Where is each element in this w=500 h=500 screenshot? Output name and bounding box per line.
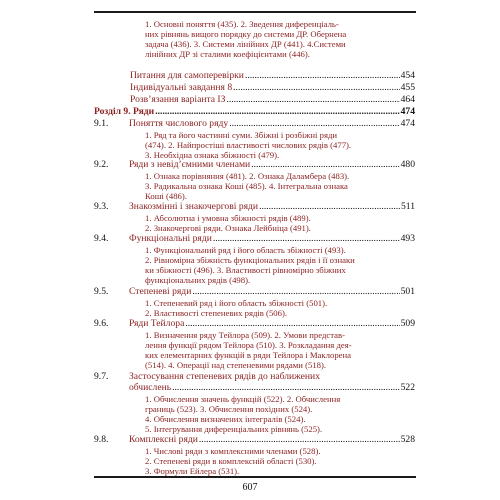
entry-number: 9.7. [94, 371, 109, 382]
entry-number: 9.1. [94, 118, 109, 129]
subtopic-line: 1. Абсолютна і умовна збіжності рядів (489). [145, 213, 311, 223]
subtopic-line: 2. Знакочергові ряди. Ознака Лейбніца (491). [145, 223, 311, 233]
subtopic-line: 1. Ряд та його частинні суми. Збіжні і розбіжні ряди [145, 130, 338, 140]
leader-dots [251, 159, 399, 170]
leader-dots [259, 201, 400, 212]
entry-title: Функціональні ряди [129, 233, 212, 244]
entry-title: Ряди Тейлора [129, 318, 185, 329]
toc-entry-9-2[interactable] [94, 159, 415, 170]
section-page: 474 [400, 106, 415, 117]
subtopic-line: Коші (486). [145, 191, 187, 201]
entry-page: 501 [400, 286, 415, 297]
entry-title: Питання для самоперевірки [130, 70, 244, 81]
toc-entry-9-8[interactable] [94, 434, 415, 445]
subtopic-line: 1. Обчислення значень функцій (522). 2. Обчислення [145, 394, 341, 404]
subtopic-line: 3. Радикальна ознака Коші (485). 4. Інтегральна ознака [145, 181, 348, 191]
toc-entry-9-3[interactable] [94, 201, 415, 212]
leader-dots [172, 382, 400, 393]
entry-title: Комплексні ряди [129, 434, 198, 445]
toc-entry-individual-tasks[interactable] [130, 82, 415, 93]
subtopic-line: 2. Рівномірна збіжність функціональних рядів і її ознаки [145, 255, 355, 265]
intro-line: 1. Основні поняття (435). 2. Зведення диференціаль- [145, 19, 339, 29]
entry-number: 9.5. [94, 286, 109, 297]
bottom-rule [94, 476, 416, 478]
entry-page: 511 [400, 201, 415, 212]
section-title: Розділ 9. Ряди [94, 106, 155, 117]
entry-number: 9.8. [94, 434, 109, 445]
entry-number: 9.3. [94, 201, 109, 212]
leader-dots [233, 82, 399, 93]
leader-dots [229, 118, 399, 129]
subtopic-line: 3. Формули Ейлера (531). [145, 466, 240, 476]
entry-number: 9.6. [94, 318, 109, 329]
entry-number: 9.4. [94, 233, 109, 244]
entry-title: Розв’язання варіанта ІЗ [130, 94, 226, 105]
subtopic-line: 1. Числові ряди з комплексними членами (528). [145, 446, 321, 456]
toc-entry-self-check[interactable] [130, 70, 415, 81]
page-number: 607 [242, 482, 258, 493]
entry-number: 9.2. [94, 159, 109, 170]
leader-dots [192, 286, 399, 297]
toc-section-heading[interactable] [94, 106, 415, 117]
subtopic-line: ких елементарних функцій в ряди Тейлора і Маклорена [145, 350, 352, 360]
entry-page: 455 [400, 82, 415, 93]
leader-dots [155, 106, 399, 117]
intro-line: лінійних ДР зі сталими коефіцієнтами (446). [145, 49, 310, 59]
toc-entry-9-4[interactable] [94, 233, 415, 244]
intro-line: задача (436). 3. Системи лінійних ДР (441). 4.Системи [145, 39, 346, 49]
subtopic-line: 2. Властивості степеневих рядів (506). [145, 308, 288, 318]
entry-title: Ряди з невід’ємними членами [129, 159, 251, 170]
toc-entry-solution[interactable] [130, 94, 415, 105]
toc-entry-9-5[interactable] [94, 286, 415, 297]
leader-dots [245, 70, 400, 81]
subtopic-line: ки збіжності (496). 3. Властивості рівномірно збіжних [145, 265, 346, 275]
top-rule [94, 11, 416, 13]
subtopic-line: (474). 2. Найпростіші властивості числових рядів (477). [145, 140, 352, 150]
toc-entry-9-1[interactable] [94, 118, 415, 129]
entry-title-continued: обчислень [129, 382, 172, 393]
toc-entry-9-7[interactable] [94, 371, 415, 382]
leader-dots [199, 434, 400, 445]
entry-page: 480 [400, 159, 415, 170]
subtopic-line: 1. Ознака порівняння (481). 2. Ознака Даламбера (483). [145, 171, 350, 181]
leader-dots [226, 94, 399, 105]
subtopic-line: 1. Степеневий ряд і його область збіжності (501). [145, 298, 328, 308]
subtopic-line: 2. Степеневі ряди в комплексній області (530). [145, 456, 317, 466]
subtopic-line: (514). 4. Операції над степеневими рядами (518). [145, 360, 327, 370]
subtopic-line: границь (523). 3. Обчислення похідних (524). [145, 404, 313, 414]
subtopic-line: 4. Обчислення визначених інтегралів (524). [145, 414, 306, 424]
subtopic-line: лення функції рядом Тейлора (510). 3. Розкладання дея- [145, 340, 352, 350]
entry-page: 464 [400, 94, 415, 105]
entry-title: Знакозмінні і знакочергові ряди [129, 201, 259, 212]
entry-page: 509 [400, 318, 415, 329]
subtopic-line: 5. Інтегрування диференціальних рівнянь (525). [145, 424, 323, 434]
entry-page: 522 [400, 382, 415, 393]
leader-dots [185, 318, 399, 329]
entry-page: 474 [400, 118, 415, 129]
entry-title: Поняття числового ряду [129, 118, 229, 129]
entry-title: Індивідуальні завдання 8 [130, 82, 233, 93]
subtopic-line: 1. Визначення ряду Тейлора (509). 2. Умови представ- [145, 330, 345, 340]
toc-entry-9-7-cont[interactable] [129, 382, 415, 393]
subtopic-line: функціональних рядів (498). [145, 275, 251, 285]
entry-page: 454 [400, 70, 415, 81]
toc-entry-9-6[interactable] [94, 318, 415, 329]
intro-line: них рівнянь вищого порядку до системи ДР. Обернена [145, 29, 347, 39]
subtopic-line: 1. Функціональний ряд і його область збіжності (493). [145, 245, 346, 255]
entry-title: Застосування степеневих рядів до наближених [129, 371, 320, 382]
entry-page: 528 [400, 434, 415, 445]
entry-title: Степеневі ряди [129, 286, 192, 297]
subtopic-line: 3. Необхідна ознака збіжності (479). [145, 150, 280, 160]
entry-page: 493 [400, 233, 415, 244]
leader-dots [213, 233, 400, 244]
